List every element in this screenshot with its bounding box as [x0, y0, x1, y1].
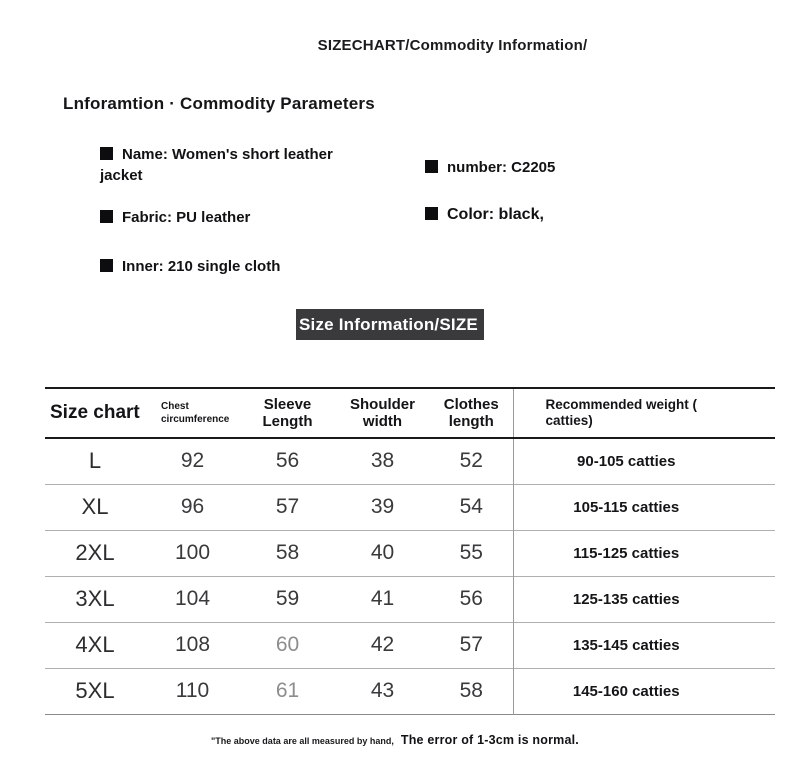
param-color-text: Color: black,: [447, 206, 544, 223]
param-fabric-text: Fabric: PU leather: [122, 209, 251, 226]
sleeve-value: 60: [275, 633, 300, 656]
sleeve-value: 58: [275, 541, 300, 564]
table-row: [45, 668, 775, 714]
param-fabric: [100, 207, 250, 228]
clothes-value: 54: [459, 495, 483, 518]
clothes-value: 55: [459, 541, 483, 564]
param-product-name-text: Name: Women's short leather jacket: [100, 146, 333, 184]
col-header-shoulder-width: Shoulder width: [349, 395, 415, 430]
table-row: [45, 530, 775, 576]
clothes-value: 56: [459, 587, 483, 610]
weight-value: 105-115 catties: [513, 484, 775, 530]
table-row: [45, 622, 775, 668]
col-header-sleeve-length: Sleeve Length: [262, 395, 313, 430]
table-row: [45, 576, 775, 622]
shoulder-value: 42: [370, 633, 395, 656]
sleeve-value: 56: [275, 449, 300, 473]
section-heading: Lnforamtion · Commodity Parameters: [63, 94, 375, 113]
footnote-measured-by-hand: "The above data are all measured by hand,: [211, 736, 394, 746]
size-label: 5XL: [75, 678, 115, 703]
sleeve-value: 59: [275, 587, 300, 610]
bullet-square-icon: [100, 210, 113, 223]
page-title: SIZECHART/Commodity Information/: [317, 37, 588, 54]
col-header-recommended-weight: [513, 388, 775, 438]
shoulder-value: 40: [370, 541, 395, 564]
size-label: 3XL: [75, 586, 115, 611]
param-color: [425, 204, 544, 225]
size-information-banner: Size Information/SIZE: [296, 309, 484, 340]
clothes-value: 58: [459, 679, 483, 702]
bullet-square-icon: [100, 259, 113, 272]
footnote: [0, 731, 790, 749]
shoulder-value: 38: [370, 449, 395, 473]
chest-value: 96: [180, 495, 205, 518]
bullet-square-icon: [425, 160, 438, 173]
footnote-error-notice: The error of 1-3cm is normal.: [400, 733, 579, 747]
table-header-row: [45, 388, 775, 438]
table-row: [45, 484, 775, 530]
size-chart-table: [45, 387, 775, 715]
shoulder-value: 39: [370, 495, 395, 518]
bullet-square-icon: [425, 207, 438, 220]
col-header-chest: Chest circumference: [161, 401, 230, 425]
sleeve-value: 57: [275, 495, 300, 518]
shoulder-value: 43: [370, 679, 395, 702]
clothes-value: 52: [459, 449, 483, 473]
chest-value: 108: [174, 633, 211, 656]
chest-value: 100: [174, 541, 211, 564]
weight-value: 145-160 catties: [513, 668, 775, 714]
param-item-number-text: number: C2205: [447, 159, 556, 176]
clothes-value: 57: [459, 633, 483, 656]
weight-value: 90-105 catties: [513, 438, 775, 484]
col-header-clothes-length: Clothes length: [443, 395, 499, 430]
weight-value: 135-145 catties: [513, 622, 775, 668]
sleeve-value: 61: [275, 679, 300, 702]
shoulder-value: 41: [370, 587, 395, 610]
weight-value: 125-135 catties: [513, 576, 775, 622]
size-label: XL: [81, 494, 109, 519]
size-label: 2XL: [75, 540, 115, 565]
chest-value: 110: [175, 679, 210, 702]
param-inner-lining: [100, 256, 280, 277]
chest-value: 104: [174, 587, 211, 610]
param-product-name: [100, 144, 378, 186]
table-row: [45, 438, 775, 484]
size-label: 4XL: [75, 632, 115, 657]
chest-value: 92: [180, 449, 205, 473]
param-item-number: [425, 157, 555, 178]
size-label: L: [88, 448, 102, 474]
col-header-recommended-weight-text: Recommended weight ( catties): [545, 397, 698, 428]
bullet-square-icon: [100, 147, 113, 160]
param-inner-lining-text: Inner: 210 single cloth: [122, 258, 281, 275]
col-header-size-chart: Size chart: [50, 402, 140, 424]
weight-value: 115-125 catties: [513, 530, 775, 576]
